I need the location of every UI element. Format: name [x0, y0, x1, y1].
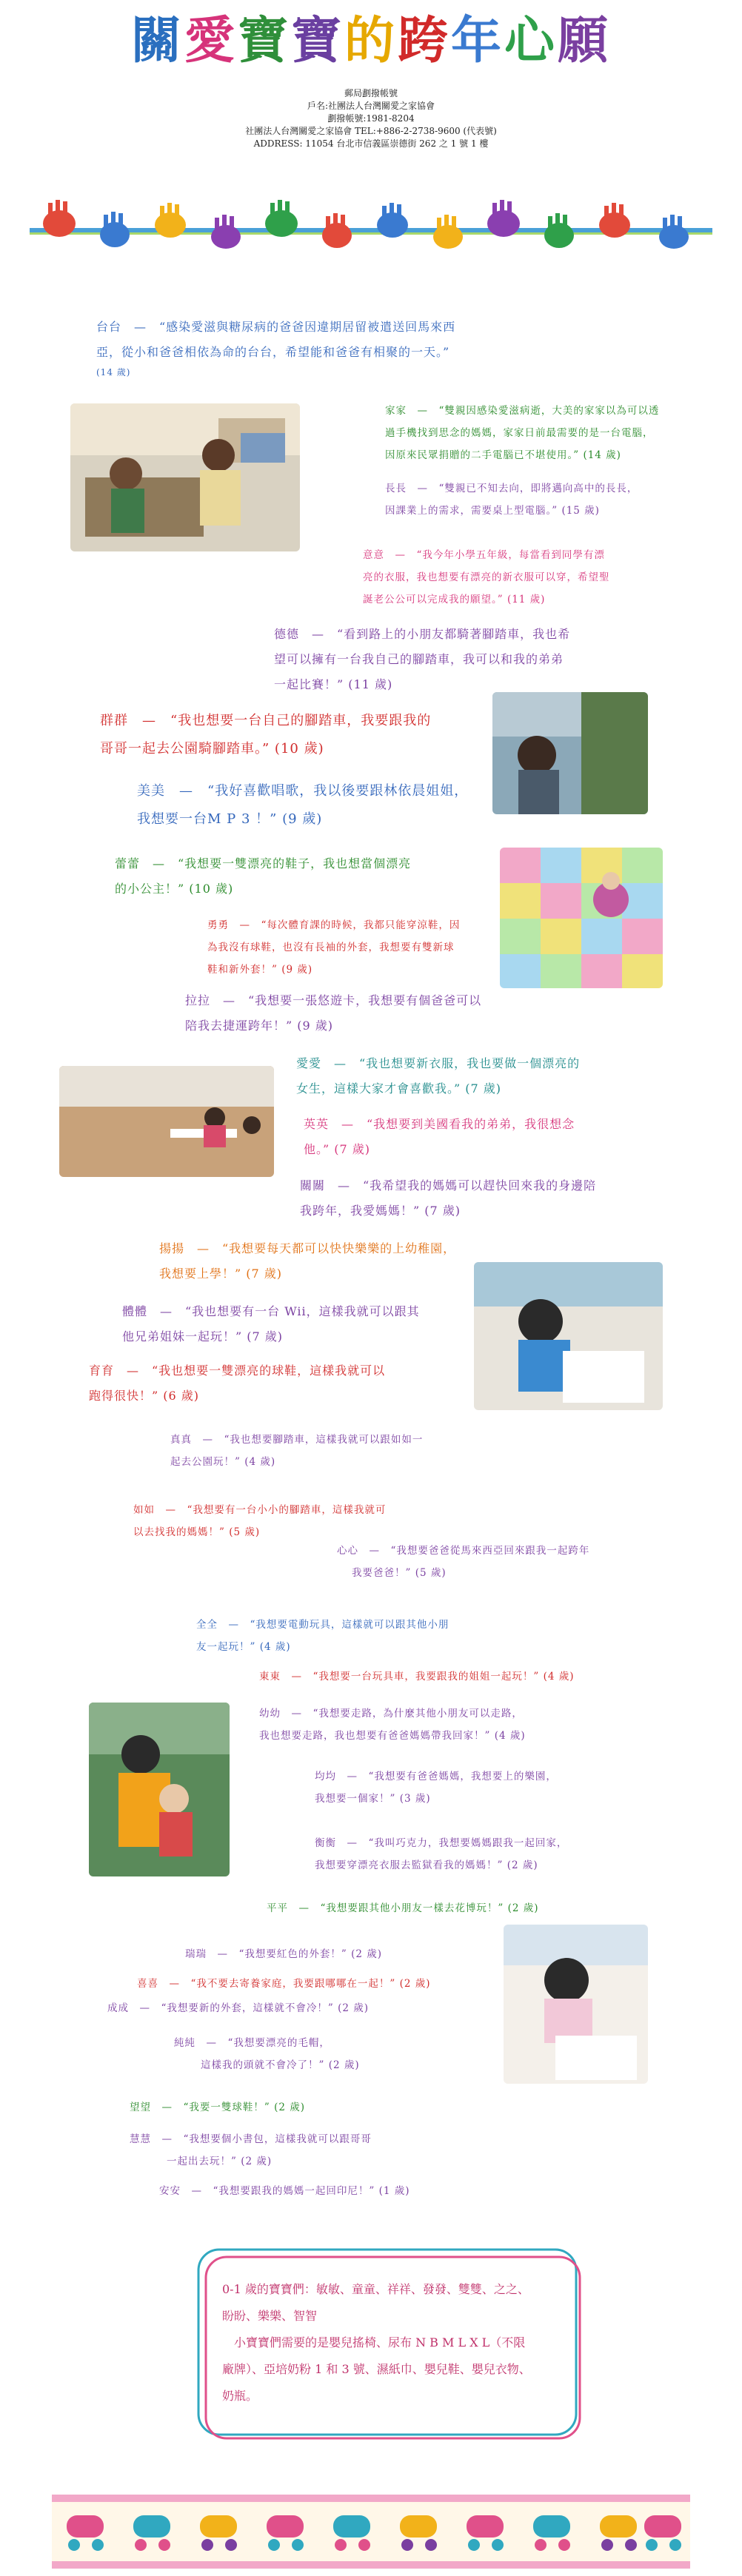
wish-line: 我想要一台M P 3 ！” (9 歲) [137, 811, 323, 827]
wish-dongdong [259, 1666, 674, 1688]
title-char: 願 [558, 11, 612, 70]
wish-line: 德德 — “看到路上的小朋友都騎著腳踏車，我也希 [274, 627, 571, 641]
wish-youyou [259, 1703, 644, 1747]
wish-line: 我也想要走路，我也想要有爸爸媽媽帶我回家！” (4 歲) [259, 1730, 526, 1742]
wish-yangyang [159, 1236, 507, 1287]
title-char: 寶 [237, 11, 291, 70]
info-line: 劃撥帳號:1981-8204 [327, 113, 415, 124]
wish-line: 台台 — “感染愛滋與糖尿病的爸爸因違期居留被遣送回馬來西 [96, 320, 456, 334]
wish-line: 過手機找到思念的媽媽，家家日前最需要的是一台電腦， [385, 427, 654, 439]
wish-titi [122, 1299, 470, 1349]
wish-xixi [137, 1973, 522, 1995]
note-line: 小寶寶們需要的是嬰兒搖椅、尿布 N B M L X L（不限 [222, 2335, 526, 2349]
wish-line: 瑞瑞 — “我想要紅色的外套！” (2 歲) [185, 1948, 383, 1960]
info-line: ADDRESS: 11054 台北市信義區崇德街 262 之 1 號 1 樓 [253, 138, 489, 149]
wish-dede [274, 622, 629, 697]
photo-girl-drawing [504, 1925, 648, 2084]
wish-anan [159, 2180, 500, 2202]
wish-line: 女生，這樣大家才會喜歡我。” (7 歲) [296, 1081, 502, 1096]
wish-line: 英英 — “我想要到美國看我的弟弟，我很想念 [304, 1117, 575, 1131]
wish-line: 以去找我的媽媽！” (5 歲) [133, 1526, 261, 1538]
wish-hengheng [315, 1832, 685, 1876]
wish-taitai [96, 315, 467, 380]
wish-junjun [315, 1765, 648, 1810]
wish-line: 衡衡 — “我叫巧克力，我想要媽媽跟我一起回家， [315, 1837, 568, 1849]
wish-line: 安安 — “我想要跟我的媽媽一起回印尼！” (1 歲) [159, 2185, 410, 2197]
wish-aiai [296, 1051, 644, 1101]
wish-line: 蕾蕾 — “我想要一雙漂亮的鞋子，我也想當個漂亮 [115, 856, 412, 871]
wish-changchang [385, 477, 711, 522]
info-line: 戶名:社團法人台灣關愛之家協會 [307, 101, 435, 111]
photo-play-mat [500, 848, 663, 988]
wish-line: 我跨年，我愛媽媽！” (7 歲) [300, 1204, 461, 1218]
wish-line: 誕老公公可以完成我的願望。” (11 歲) [363, 594, 546, 606]
title-char: 心 [504, 11, 558, 70]
wish-line: 家家 — “雙親因感染愛滋病逝，大美的家家以為可以透 [385, 405, 660, 417]
wish-line: 因原來民眾捐贈的二手電腦已不堪使用。” (14 歲) [385, 449, 621, 461]
wish-chunchun [174, 2032, 485, 2076]
wish-line: 幼幼 — “我想要走路，為什麼其他小朋友可以走路， [259, 1708, 523, 1720]
wish-line: 一起出去玩！” (2 歲) [167, 2156, 273, 2167]
wish-qunqun [100, 707, 485, 763]
wish-line: 他。” (7 歲) [304, 1142, 371, 1156]
wish-line: 望可以擁有一台我自己的腳踏車，我可以和我的弟弟 [274, 652, 564, 666]
wish-quanquan [196, 1614, 529, 1658]
wish-line: 跑得很快！” (6 歲) [89, 1389, 200, 1403]
wish-line: 如如 — “我想要有一台小小的腳踏車，這樣我就可 [133, 1504, 387, 1516]
note-line: 奶瓶。 [222, 2389, 258, 2403]
wish-ruru [133, 1499, 452, 1543]
wish-line: 真真 — “我也想要腳踏車，這樣我就可以跟如如一 [170, 1434, 424, 1446]
note-line: 盼盼、樂樂、智智 [222, 2309, 318, 2323]
wish-line: 我想要一個家！” (3 歲) [315, 1793, 431, 1805]
wish-line: 勇勇 — “每次體育課的時候，我都只能穿涼鞋，因 [207, 919, 461, 931]
title-char: 關 [130, 11, 184, 70]
handprint-icon [43, 200, 689, 249]
wish-leilei [115, 851, 463, 902]
wish-line: 均均 — “我想要有爸爸媽媽，我想要上的樂園， [315, 1771, 557, 1782]
note-line: 0-1 歲的寶寶們：敏敏、童童、祥祥、發發、雙雙、之之、 [222, 2282, 529, 2296]
wish-line: 育育 — “我也想要一雙漂亮的球鞋，這樣我就可以 [89, 1364, 386, 1378]
wish-pingping [267, 1897, 637, 1919]
photo-father-baby [89, 1703, 230, 1876]
page-title [0, 7, 742, 74]
wish-line: 一起比賽！” (11 歲) [274, 677, 393, 691]
wish-line: 長長 — “雙親已不知去向，即將邁向高中的長長， [385, 483, 638, 494]
wish-line: 全全 — “我想要電動玩具，這樣就可以跟其他小朋 [196, 1619, 449, 1631]
wish-yuyu [89, 1358, 444, 1409]
wish-jiajia [385, 400, 711, 466]
handprint-banner [30, 194, 712, 268]
wish-line: 我想要穿漂亮衣服去監獄看我的媽媽！” (2 歲) [315, 1859, 538, 1871]
wish-line: 美美 — “我好喜歡唱歌，我以後要跟林依晨姐姐， [137, 783, 469, 799]
wish-line: 亞，從小和爸爸相依為命的台台，希望能和爸爸有相聚的一天。” [96, 345, 450, 359]
wish-line: (14 歲) [96, 367, 131, 378]
wish-line: 東東 — “我想要一台玩具車，我要跟我的姐姐一起玩！” (4 歲) [259, 1671, 575, 1683]
wish-line: 這樣我的頭就不會冷了！” (2 歲) [201, 2059, 360, 2071]
wish-zhenzhen [170, 1429, 489, 1473]
info-line: 郵局劃撥帳號 [344, 88, 398, 98]
wish-yongyong [207, 914, 489, 981]
title-char: 年 [451, 11, 505, 70]
photo-kids-floor [59, 1066, 274, 1177]
photo-boys-at-desk [70, 403, 300, 551]
wish-line: 關關 — “我希望我的媽媽可以趕快回來我的身邊陪 [300, 1178, 597, 1193]
wish-wangwang [130, 2096, 426, 2119]
wish-line: 愛愛 — “我也想要新衣服，我也要做一個漂亮的 [296, 1056, 581, 1070]
wish-huihui [130, 2128, 470, 2173]
stroller-border [52, 2495, 690, 2569]
wish-line: 成成 — “我想要新的外套，這樣就不會冷！” (2 歲) [107, 2002, 370, 2014]
wish-line: 群群 — “我也想要一台自己的腳踏車，我要跟我的 [100, 713, 432, 728]
title-char: 跨 [398, 11, 452, 70]
wish-line: 亮的衣服，我也想要有漂亮的新衣服可以穿，希望聖 [363, 571, 610, 583]
wish-line: 望望 — “我要一雙球鞋！” (2 歲) [130, 2102, 306, 2113]
title-char: 愛 [184, 11, 238, 70]
wish-line: 純純 — “我想要漂亮的毛帽， [174, 2037, 330, 2049]
wish-chengcheng [107, 1997, 463, 2019]
wish-line: 體體 — “我也想要有一台 Wii，這樣我就可以跟其 [122, 1304, 420, 1318]
photo-child-window [492, 692, 648, 814]
wish-yiyi [363, 544, 711, 611]
donation-info [0, 87, 742, 150]
wish-line: 慧慧 — “我想要個小書包，這樣我就可以跟哥哥 [130, 2133, 372, 2145]
wish-ruirui [185, 1943, 481, 1965]
wish-line: 陪我去捷運跨年！” (9 歲) [185, 1019, 334, 1033]
wish-guanguan [300, 1173, 670, 1224]
wish-line: 他兄弟姐妹一起玩！” (7 歲) [122, 1329, 284, 1344]
note-line: 廠牌）、亞培奶粉 1 和 3 號、濕紙巾、嬰兒鞋、嬰兒衣物、 [222, 2362, 531, 2376]
wish-line: 因課業上的需求，需要桌上型電腦。” (15 歲) [385, 505, 600, 517]
wish-line: 揚揚 — “我想要每天都可以快快樂樂的上幼稚園， [159, 1241, 456, 1255]
wish-line: 鞋和新外套！” (9 歲) [207, 964, 313, 976]
wish-line: 拉拉 — “我想要一張悠遊卡，我想要有個爸爸可以 [185, 993, 482, 1007]
wish-xinxin [337, 1540, 670, 1584]
info-line: 社團法人台灣關愛之家協會 TEL:+886-2-2738-9600 (代表號) [245, 126, 497, 136]
wish-line: 友一起玩！” (4 歲) [196, 1641, 291, 1653]
wish-line: 的小公主！” (10 歲) [115, 882, 234, 896]
wish-line: 起去公園玩！” (4 歲) [170, 1456, 276, 1468]
wish-line: 我要爸爸！” (5 歲) [352, 1567, 447, 1579]
wish-line: 為我沒有球鞋，也沒有長袖的外套，我想要有雙新球 [207, 942, 455, 953]
wish-line: 意意 — “我今年小學五年級，每當看到同學有漂 [363, 549, 605, 561]
photo-boy-drawing [474, 1262, 663, 1410]
wish-line: 喜喜 — “我不要去寄養家庭，我要跟哪哪在一起！” (2 歲) [137, 1978, 431, 1990]
title-char: 寶 [290, 11, 344, 70]
infant-needs-note [222, 2276, 570, 2409]
wish-line: 平平 — “我想要跟其他小朋友一樣去花博玩！” (2 歲) [267, 1902, 539, 1914]
wish-yingying [304, 1112, 615, 1162]
wish-line: 哥哥一起去公園騎腳踏車。” (10 歲) [100, 741, 324, 757]
wish-line: 心心 — “我想要爸爸從馬來西亞回來跟我一起跨年 [337, 1545, 590, 1557]
wish-tuotuo [185, 988, 504, 1039]
wish-line: 我想要上學！” (7 歲) [159, 1267, 283, 1281]
title-char: 的 [344, 11, 398, 70]
wish-meimei [137, 777, 500, 833]
